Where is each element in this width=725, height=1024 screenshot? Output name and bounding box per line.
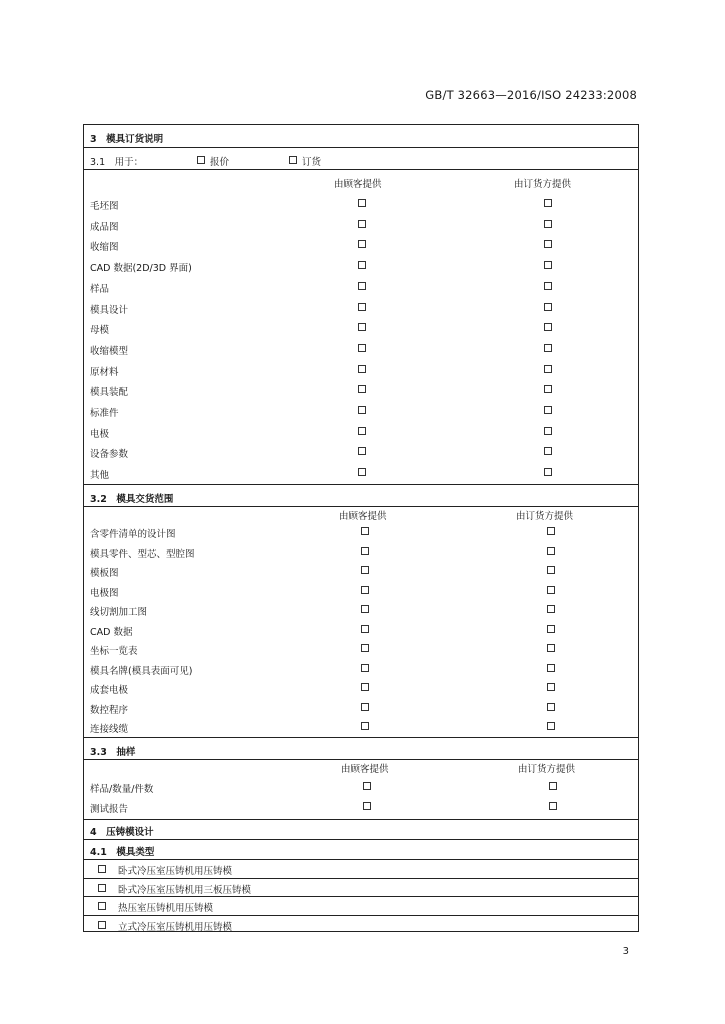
section-3-2-title: 3.2 模具交货范围	[90, 494, 174, 505]
section-3-3-title: 3.3 抽样	[90, 747, 136, 758]
customer-checkbox[interactable]	[358, 282, 366, 290]
customer-checkbox[interactable]	[358, 468, 366, 476]
section-4-title: 4 压铸模设计	[90, 827, 154, 838]
row-label: 电极图	[90, 587, 119, 599]
section-3-3-col-customer: 由顾客提供	[341, 764, 389, 775]
supplier-checkbox[interactable]	[547, 566, 555, 574]
row-label: 模具装配	[90, 387, 129, 399]
customer-checkbox[interactable]	[358, 447, 366, 455]
supplier-checkbox[interactable]	[547, 586, 555, 594]
row-label: 其他	[90, 470, 110, 482]
customer-checkbox[interactable]	[363, 802, 371, 810]
supplier-checkbox[interactable]	[547, 625, 555, 633]
customer-checkbox[interactable]	[358, 240, 366, 248]
order-checkbox[interactable]	[289, 156, 297, 164]
mold-type-checkbox[interactable]	[98, 884, 106, 892]
customer-checkbox[interactable]	[358, 365, 366, 373]
row-label: 模具设计	[90, 304, 129, 316]
supplier-checkbox[interactable]	[544, 447, 552, 455]
mold-type-checkbox[interactable]	[98, 921, 106, 929]
customer-checkbox[interactable]	[358, 385, 366, 393]
customer-checkbox[interactable]	[361, 703, 369, 711]
section-4-header	[84, 819, 638, 840]
mold-type-label: 热压室压铸机用压铸模	[118, 903, 214, 914]
mold-type-checkbox[interactable]	[98, 865, 106, 873]
order-label: 订货	[302, 157, 322, 168]
row-label: 成品图	[90, 221, 119, 233]
row-label: 模具名牌(模具表面可见)	[90, 665, 193, 677]
supplier-checkbox[interactable]	[549, 782, 557, 790]
supplier-checkbox[interactable]	[544, 385, 552, 393]
supplier-checkbox[interactable]	[544, 282, 552, 290]
row-label: 含零件清单的设计图	[90, 529, 176, 540]
supplier-checkbox[interactable]	[544, 199, 552, 207]
supplier-checkbox[interactable]	[547, 527, 555, 535]
supplier-checkbox[interactable]	[544, 323, 552, 331]
row-label: 线切割加工图	[90, 607, 148, 618]
row-label: 原材料	[90, 366, 119, 378]
mold-type-label: 立式冷压室压铸机用压铸模	[118, 921, 233, 933]
mold-type-checkbox[interactable]	[98, 902, 106, 910]
supplier-checkbox[interactable]	[544, 220, 552, 228]
supplier-checkbox[interactable]	[547, 644, 555, 652]
row-label: CAD 数据	[90, 626, 133, 638]
row-label: 坐标一览表	[90, 646, 138, 657]
row-label: 连接线缆	[90, 724, 129, 735]
page-number: 3	[622, 946, 629, 957]
section-3-1-title: 3.1 用于：	[90, 157, 144, 168]
supplier-checkbox[interactable]	[547, 683, 555, 691]
supplier-checkbox[interactable]	[544, 240, 552, 248]
order-form	[83, 124, 639, 932]
customer-checkbox[interactable]	[361, 625, 369, 633]
customer-checkbox[interactable]	[361, 605, 369, 613]
customer-checkbox[interactable]	[358, 344, 366, 352]
supplier-checkbox[interactable]	[547, 547, 555, 555]
row-label: 样品/数量/件数	[90, 784, 154, 795]
mold-type-label: 卧式冷压室压铸机用压铸模	[118, 866, 233, 877]
quote-label: 报价	[210, 157, 230, 168]
row-label: 母模	[90, 325, 110, 337]
supplier-checkbox[interactable]	[549, 802, 557, 810]
customer-checkbox[interactable]	[361, 547, 369, 555]
row-label: 成套电极	[90, 685, 129, 696]
customer-checkbox[interactable]	[361, 586, 369, 594]
row-label: 电极	[90, 428, 110, 440]
customer-checkbox[interactable]	[361, 683, 369, 691]
supplier-checkbox[interactable]	[544, 261, 552, 269]
supplier-checkbox[interactable]	[544, 365, 552, 373]
customer-checkbox[interactable]	[358, 406, 366, 414]
supplier-checkbox[interactable]	[547, 703, 555, 711]
customer-checkbox[interactable]	[358, 220, 366, 228]
mold-type-label: 卧式冷压室压铸机用三板压铸模	[118, 884, 252, 896]
section-3-1-col-supplier: 由订货方提供	[514, 179, 572, 190]
supplier-checkbox[interactable]	[547, 722, 555, 730]
row-label: CAD 数据(2D/3D 界面)	[90, 263, 192, 275]
supplier-checkbox[interactable]	[544, 427, 552, 435]
section-3-3-col-supplier: 由订货方提供	[518, 764, 576, 775]
row-label: 毛坯图	[90, 201, 119, 212]
section-3-title: 3 模具订货说明	[90, 134, 164, 145]
section-3-2-col-supplier: 由订货方提供	[516, 511, 574, 522]
row-label: 测试报告	[90, 803, 129, 815]
customer-checkbox[interactable]	[358, 427, 366, 435]
row-label: 设备参数	[90, 449, 129, 461]
supplier-checkbox[interactable]	[544, 406, 552, 414]
customer-checkbox[interactable]	[358, 199, 366, 207]
customer-checkbox[interactable]	[361, 527, 369, 535]
customer-checkbox[interactable]	[358, 323, 366, 331]
customer-checkbox[interactable]	[358, 303, 366, 311]
section-3-2-header	[84, 484, 638, 507]
row-label: 收缩模型	[90, 345, 129, 357]
supplier-checkbox[interactable]	[544, 303, 552, 311]
standard-code: GB/T 32663—2016/ISO 24233:2008	[425, 88, 637, 102]
section-3-3-header	[84, 737, 638, 760]
supplier-checkbox[interactable]	[544, 468, 552, 476]
section-4-1-title: 4.1 模具类型	[90, 847, 155, 858]
customer-checkbox[interactable]	[361, 566, 369, 574]
customer-checkbox[interactable]	[361, 722, 369, 730]
customer-checkbox[interactable]	[363, 782, 371, 790]
supplier-checkbox[interactable]	[544, 344, 552, 352]
row-label: 模板图	[90, 568, 119, 579]
quote-checkbox[interactable]	[197, 156, 205, 164]
mold-type-row	[84, 915, 638, 936]
supplier-checkbox[interactable]	[547, 605, 555, 613]
supplier-checkbox[interactable]	[547, 664, 555, 672]
customer-checkbox[interactable]	[361, 664, 369, 672]
customer-checkbox[interactable]	[358, 261, 366, 269]
section-3-1-col-customer: 由顾客提供	[334, 179, 382, 190]
row-label: 数控程序	[90, 704, 129, 716]
customer-checkbox[interactable]	[361, 644, 369, 652]
row-label: 标准件	[90, 408, 119, 419]
row-label: 模具零件、型芯、型腔图	[90, 548, 195, 560]
section-3-2-col-customer: 由顾客提供	[339, 511, 387, 522]
row-label: 收缩图	[90, 242, 119, 254]
row-label: 样品	[90, 283, 110, 295]
section-3-1-header	[84, 147, 638, 170]
section-4-1-header	[84, 839, 638, 860]
section-3-header	[84, 125, 638, 147]
